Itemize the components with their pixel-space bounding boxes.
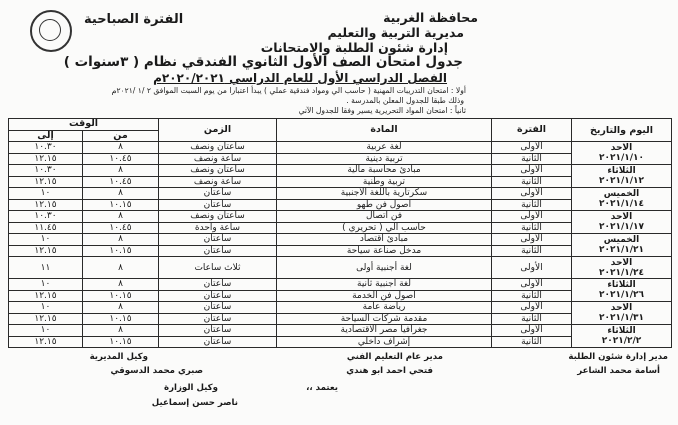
duration-cell: ساعتان [159,188,277,200]
time-to-cell: ١٠.٣٠ [9,142,83,154]
period-cell: الأولى [492,302,572,314]
page-title: جدول امتحان الصف الأول الثانوي الفندقي نظام ( ٣سنوات ) [63,54,463,70]
directorate-label: مديرية التربية والتعليم [327,25,464,40]
day-date-cell: الاحد ٢٠٢١/١/٣١ [572,302,672,325]
time-from-cell: ٨ [83,325,159,337]
time-to-cell: ١٠.٣٠ [9,165,83,177]
note-second: ثانياً : امتحان المواد التحريرية يسير وفقا للجدول الآتي [298,106,466,115]
table-row [9,279,672,291]
table-row [9,325,672,337]
duration-cell: ساعتان [159,245,277,257]
undersecretary-name: صبري محمد الدسوقي [110,366,203,376]
subject-cell: إشراف داخلي [277,336,492,348]
day-date-cell: الثلاثاء ٢٠٢١/٢/٢ [572,325,672,348]
period-cell: الثانية [492,176,572,188]
general-director-title: مدير عام التعليم الفني [346,352,443,362]
time-from-cell: ٨ [83,257,159,279]
time-to-cell: ١٠ [9,302,83,314]
duration-cell: ساعة ونصف [159,153,277,165]
duration-cell: ساعتان [159,234,277,246]
duration-cell: ساعة واحدة [159,222,277,234]
period-cell: الأولى [492,279,572,291]
time-from-cell: ٨ [83,188,159,200]
header-day-date: اليوم والتاريخ [572,119,672,142]
time-from-cell: ٨ [83,142,159,154]
header-period: الفترة [492,119,572,142]
period-cell: الثانية [492,199,572,211]
table-row [9,234,672,246]
time-from-cell: ٨ [83,211,159,223]
day-date-cell: الاحد ٢٠٢١/١/١٠ [572,142,672,165]
time-to-cell: ١٢.١٥ [9,313,83,325]
duration-cell: ساعتان [159,199,277,211]
header-to: إلى [9,130,83,142]
time-to-cell: ١٠ [9,234,83,246]
time-from-cell: ٨ [83,279,159,291]
table-row [9,188,672,200]
header-from: من [83,130,159,142]
note-first: أولا : امتحان التدريبات المهنية ( حاسب الي ومواد فندقية عملي ) يبدأ اعتبارا من يوم السبت الموافق ٢ /١ /٢٠٢١م [111,86,466,95]
subject-cell: تربية دينية [277,153,492,165]
day-date-cell: الاحد ٢٠٢١/١/١٧ [572,211,672,234]
period-cell: الأولى [492,211,572,223]
time-from-cell: ٨ [83,234,159,246]
subject-cell: أصول فن طهو [277,199,492,211]
period-cell: الأولى [492,188,572,200]
time-to-cell: ١٠ [9,325,83,337]
general-director-name: فتحي احمد ابو هندي [346,366,433,376]
table-row [9,211,672,223]
time-to-cell: ١١ [9,257,83,279]
period-cell: الأولى [492,142,572,154]
time-from-cell: ٨ [83,165,159,177]
subject-cell: فن اتصال [277,211,492,223]
ministry-title: وكيل الوزارة [164,383,218,393]
duration-cell: ساعتان [159,290,277,302]
day-date-cell: الخميس ٢٠٢١/١/١٤ [572,188,672,211]
time-to-cell: ١٢.١٥ [9,176,83,188]
undersecretary-title: وكيل المديرية [89,352,148,362]
subject-cell: مبادئ اقتصاد [277,234,492,246]
period-cell: الأولى [492,234,572,246]
subject-cell: رياضة عامة [277,302,492,314]
subject-cell: مدخل صناعة سياحة [277,245,492,257]
period-cell: الثانية [492,313,572,325]
subject-cell: أصول فن الخدمة [277,290,492,302]
duration-cell: ساعتان ونصف [159,211,277,223]
table-row [9,302,672,314]
duration-cell: ساعتان [159,302,277,314]
duration-cell: ساعتان ونصف [159,165,277,177]
governorate-label: محافظة الغربية [383,10,478,25]
header-subject: المادة [277,119,492,142]
page-subtitle: الفصل الدراسي الأول للعام الدراسي ٢٠٢٠/٢٠٢١م [153,71,447,85]
subject-cell: مبادئ محاسبة مالية [277,165,492,177]
day-date-cell: الثلاثاء ٢٠٢١/١/٢٦ [572,279,672,302]
period-cell: الثانية [492,153,572,165]
duration-cell: ساعة ونصف [159,176,277,188]
duration-cell: ساعتان [159,336,277,348]
table-row [9,257,672,279]
period-cell: الثانية [492,290,572,302]
subject-cell: مقدمة شركات السياحة [277,313,492,325]
time-to-cell: ١٢.١٥ [9,199,83,211]
time-to-cell: ١٢.١٥ [9,290,83,302]
period-label: الفترة الصباحية [84,12,184,27]
exam-schedule-table [8,118,672,348]
duration-cell: ساعتان ونصف [159,142,277,154]
duration-cell: ساعتان [159,325,277,337]
period-cell: الأولى [492,325,572,337]
student-affairs-title: مدير إدارة شئون الطلبة [568,352,668,362]
table-row [9,142,672,154]
subject-cell: تربية وطنية [277,176,492,188]
time-from-cell: ١٠.٤٥ [83,176,159,188]
duration-cell: ساعتان [159,279,277,291]
time-to-cell: ١٢.١٥ [9,245,83,257]
ministry-name: ناصر حسن إسماعيل [151,398,238,408]
subject-cell: لغة أجنبية ثانية [277,279,492,291]
subject-cell: سكرتارية باللغة الأجنبية [277,188,492,200]
header-time: الوقت [9,119,159,131]
duration-cell: ثلاث ساعات [159,257,277,279]
time-from-cell: ١٠.١٥ [83,313,159,325]
header-duration: الزمن [159,119,277,142]
time-to-cell: ١٢.١٥ [9,153,83,165]
subject-cell: لغة عربية [277,142,492,154]
time-to-cell: ١١.٤٥ [9,222,83,234]
day-date-cell: الثلاثاء ٢٠٢١/١/١٢ [572,165,672,188]
time-from-cell: ١٠.١٥ [83,336,159,348]
time-from-cell: ٨ [83,302,159,314]
time-to-cell: ١٠.٣٠ [9,211,83,223]
time-from-cell: ١٠.١٥ [83,245,159,257]
period-cell: الثانية [492,336,572,348]
subject-cell: جغرافيا مصر الاقتصادية [277,325,492,337]
time-to-cell: ١٢.١٥ [9,336,83,348]
table-row [9,165,672,177]
department-label: إدارة شئون الطلبة والامتحانات [260,40,448,55]
subject-cell: لغة أجنبية أولى [277,257,492,279]
day-date-cell: الخميس ٢٠٢١/١/٢١ [572,234,672,257]
period-cell: الثانية [492,245,572,257]
approval-label: يعتمد ،، [306,383,338,393]
period-cell: الثانية [492,222,572,234]
duration-cell: ساعتان [159,313,277,325]
period-cell: الأولى [492,257,572,279]
time-from-cell: ١٠.٤٥ [83,222,159,234]
seal-icon [30,10,72,52]
period-cell: الأولى [492,165,572,177]
student-affairs-name: أسامة محمد الشاعر [577,366,660,376]
time-from-cell: ١٠.٤٥ [83,153,159,165]
time-from-cell: ١٠.١٥ [83,290,159,302]
time-from-cell: ١٠.١٥ [83,199,159,211]
time-to-cell: ١٠ [9,279,83,291]
note-first-continued: وذلك طبقا للجدول المعلن بالمدرسة . [346,96,464,105]
time-to-cell: ١٠ [9,188,83,200]
subject-cell: حاسب الي ( تحريري ) [277,222,492,234]
day-date-cell: الاحد ٢٠٢١/١/٢٤ [572,257,672,279]
